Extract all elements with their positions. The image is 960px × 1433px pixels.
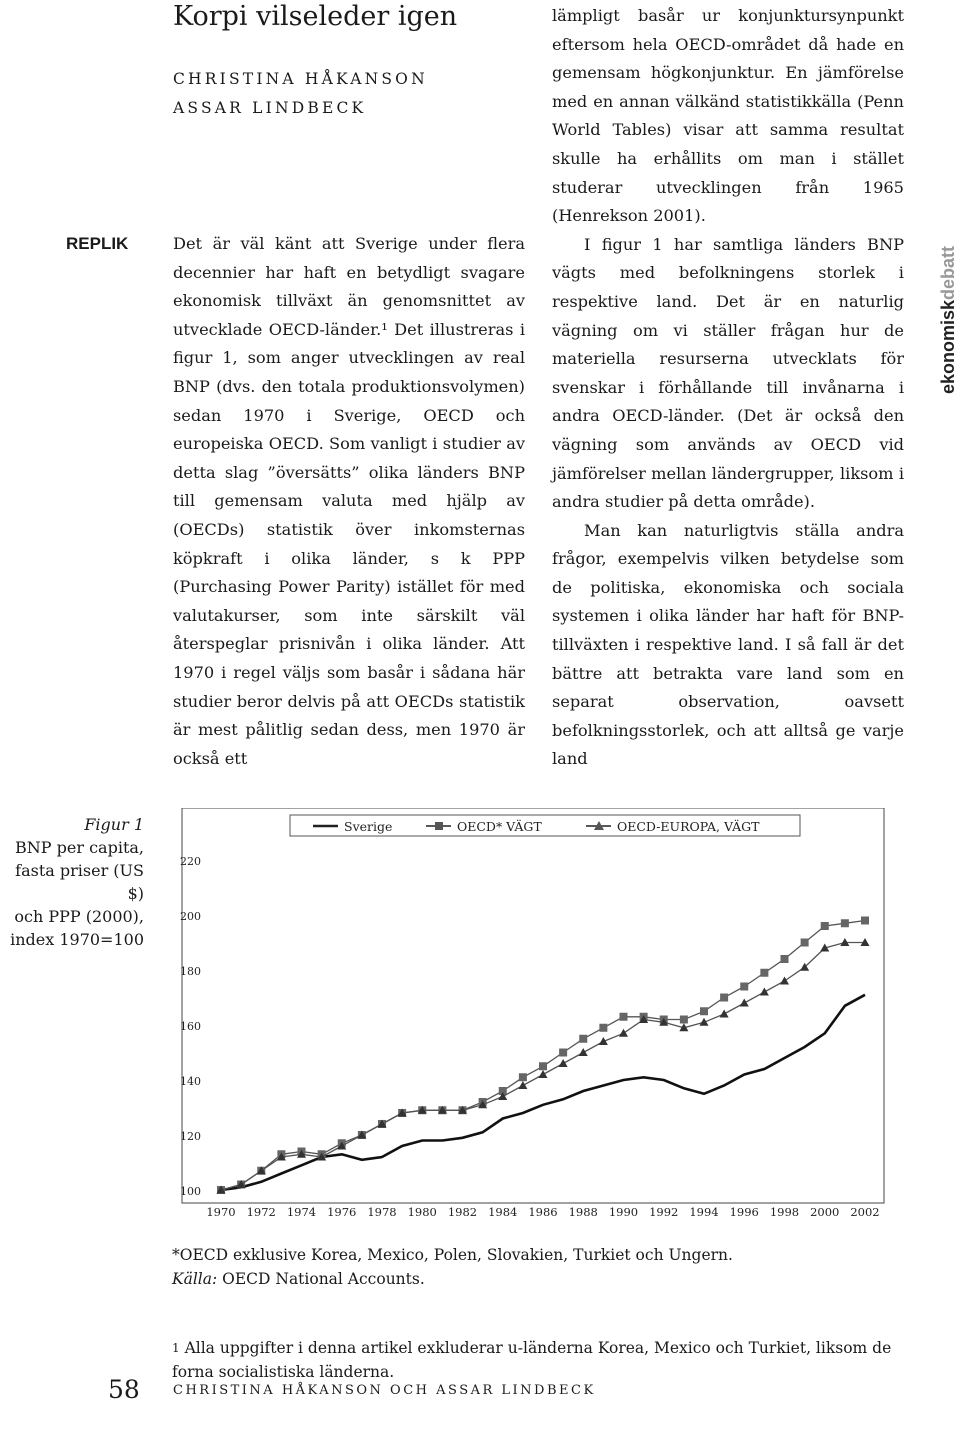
data-point-square <box>720 994 728 1002</box>
data-point-triangle <box>539 1070 548 1078</box>
y-tick-label: 100 <box>180 1185 201 1198</box>
data-point-square <box>539 1062 547 1070</box>
data-point-square <box>579 1035 587 1043</box>
data-point-triangle <box>579 1048 588 1056</box>
x-tick-label: 1980 <box>407 1205 437 1219</box>
author-1: CHRISTINA HÅKANSON <box>173 70 428 88</box>
body-right-column <box>552 2 904 774</box>
data-point-triangle <box>760 988 769 996</box>
data-point-square <box>700 1007 708 1015</box>
series-line-1 <box>221 995 865 1190</box>
data-point-triangle <box>518 1081 527 1089</box>
y-tick-label: 160 <box>180 1020 201 1033</box>
x-tick-label: 1988 <box>568 1205 598 1219</box>
plot-frame <box>182 808 884 1203</box>
data-point-triangle <box>599 1037 608 1045</box>
data-point-triangle <box>559 1059 568 1067</box>
figure-caption-line: index 1970=100 <box>10 930 144 949</box>
data-point-triangle <box>780 977 789 985</box>
x-tick-label: 1970 <box>206 1205 236 1219</box>
legend-label-2: OECD* VÄGT <box>457 819 542 834</box>
data-point-triangle <box>740 999 749 1007</box>
journal-side-brand <box>938 246 959 394</box>
author-2: ASSAR LINDBECK <box>173 99 367 117</box>
body-left-column <box>173 230 525 773</box>
x-tick-label: 1998 <box>769 1205 800 1219</box>
chart-svg <box>178 808 888 1228</box>
figure-caption-line: och PPP (2000), <box>14 907 144 926</box>
figure-source-text: OECD National Accounts. <box>222 1270 425 1288</box>
x-tick-label: 1992 <box>649 1205 679 1219</box>
figure-source <box>172 1267 425 1291</box>
footnote <box>172 1336 912 1384</box>
data-point-square <box>861 917 869 925</box>
footnote-marker: 1 <box>172 1341 180 1355</box>
data-point-triangle <box>619 1029 628 1037</box>
x-tick-label: 2000 <box>810 1205 840 1219</box>
x-tick-label: 1996 <box>729 1205 759 1219</box>
y-tick-label: 180 <box>180 965 201 978</box>
x-tick-label: 1978 <box>367 1205 397 1219</box>
section-label: REPLIK <box>66 234 129 253</box>
right-paragraph-3: Man kan naturligtvis ställa andra frågor, exempelvis vilken betydelse som de politiska, ekonomiska och sociala systemen i olika länder har haft för BNP-tillväxten i respektive land. I så fall är det bättre att betrakta vare land som en separat observation, oavsett befolkningsstorlek, och att alltså ge varje land <box>552 520 904 769</box>
x-tick-label: 1974 <box>286 1205 317 1219</box>
x-tick-label: 1994 <box>689 1205 719 1219</box>
figure-note: *OECD exklusive Korea, Mexico, Polen, Slovakien, Turkiet och Ungern. <box>172 1246 733 1264</box>
data-point-square <box>801 939 809 947</box>
x-tick-label: 1990 <box>608 1205 639 1219</box>
figure-caption <box>0 813 144 951</box>
running-footer: CHRISTINA HÅKANSON OCH ASSAR LINDBECK <box>173 1383 596 1398</box>
legend-label-1: Sverige <box>344 819 393 834</box>
side-brand-ekonomisk: ekonomisk <box>938 299 958 394</box>
side-brand-debatt: debatt <box>938 245 958 300</box>
x-tick-label: 2002 <box>850 1205 880 1219</box>
x-tick-label: 1972 <box>246 1205 276 1219</box>
y-tick-label: 120 <box>180 1130 201 1143</box>
x-tick-label: 1984 <box>488 1205 518 1219</box>
y-tick-label: 140 <box>180 1075 201 1088</box>
x-tick-label: 1982 <box>447 1205 478 1219</box>
data-point-triangle <box>720 1010 729 1018</box>
data-point-triangle <box>700 1018 709 1026</box>
y-tick-label: 220 <box>180 855 201 868</box>
data-point-square <box>680 1016 688 1024</box>
footnote-text: Alla uppgifter i denna artikel exkluderar u-länderna Korea, Mexico och Turkiet, liksom de forna socialistiska länderna. <box>172 1339 892 1381</box>
data-point-square <box>821 922 829 930</box>
legend-label-3: OECD-EUROPA, VÄGT <box>617 819 760 834</box>
left-paragraph: Det är väl känt att Sverige under flera decennier har haft en betydligt svagare ekonomisk tillväxt än genomsnittet av utvecklade OECD-länder.¹ Det illustreras i figur 1, som anger utvecklingen av real BNP (dvs. den totala produktionsvolymen) sedan 1970 i Sverige, OECD och europeiska OECD. Som vanligt i studier av detta slag ”översätts” olika länders BNP till gemensam valuta med hjälp av (OECDs) statistik över inkomsternas köpkraft i olika länder, s k PPP (Purchasing Power Parity) istället för med valutakurser, som inte särskilt väl återspeglar prisnivån i olika länder. Att 1970 i regel väljs som basår i sådana här studier beror delvis på att OECDs statistik är mest pålitlig sedan dess, men 1970 är också ett <box>173 234 525 768</box>
page-number: 58 <box>108 1375 140 1404</box>
data-point-square <box>740 983 748 991</box>
x-tick-label: 1976 <box>327 1205 357 1219</box>
data-point-square <box>620 1013 628 1021</box>
data-point-square <box>519 1073 527 1081</box>
article-title: Korpi vilseleder igen <box>173 1 458 32</box>
series-line-2 <box>221 921 865 1191</box>
data-point-square <box>841 919 849 927</box>
x-tick-label: 1986 <box>528 1205 558 1219</box>
bnp-line-chart <box>178 808 888 1232</box>
figure-label: Figur 1 <box>84 815 144 834</box>
y-tick-label: 200 <box>180 910 201 923</box>
data-point-square <box>559 1049 567 1057</box>
data-point-square <box>781 955 789 963</box>
figure-source-label: Källa: <box>172 1270 218 1288</box>
data-point-square <box>760 969 768 977</box>
legend-marker-square <box>435 822 443 830</box>
right-paragraph-2: I figur 1 har samtliga länders BNP vägts med befolkningens storlek i respektive land. Det är en naturlig vägning om vi ställer frågan hur de materiella resurserna utvecklats för svenskar i förhållande till invånarna i andra OECD-länder. (Det är också den vägning som används av OECD vid jämförelser mellan ländergrupper, liksom i andra studier på detta område). <box>552 234 904 512</box>
figure-caption-line: BNP per capita, <box>15 838 144 857</box>
figure-caption-line: fasta priser (US $) <box>15 861 144 903</box>
data-point-square <box>599 1024 607 1032</box>
right-paragraph-1: lämpligt basår ur konjunktursynpunkt eftersom hela OECD-området då hade en gemensam högkonjunktur. En jämförelse med en annan välkänd statistikkälla (Penn World Tables) visar att samma resultat skulle ha erhållits om man i stället studerar utvecklingen från 1965 (Henrekson 2001). <box>552 6 904 226</box>
